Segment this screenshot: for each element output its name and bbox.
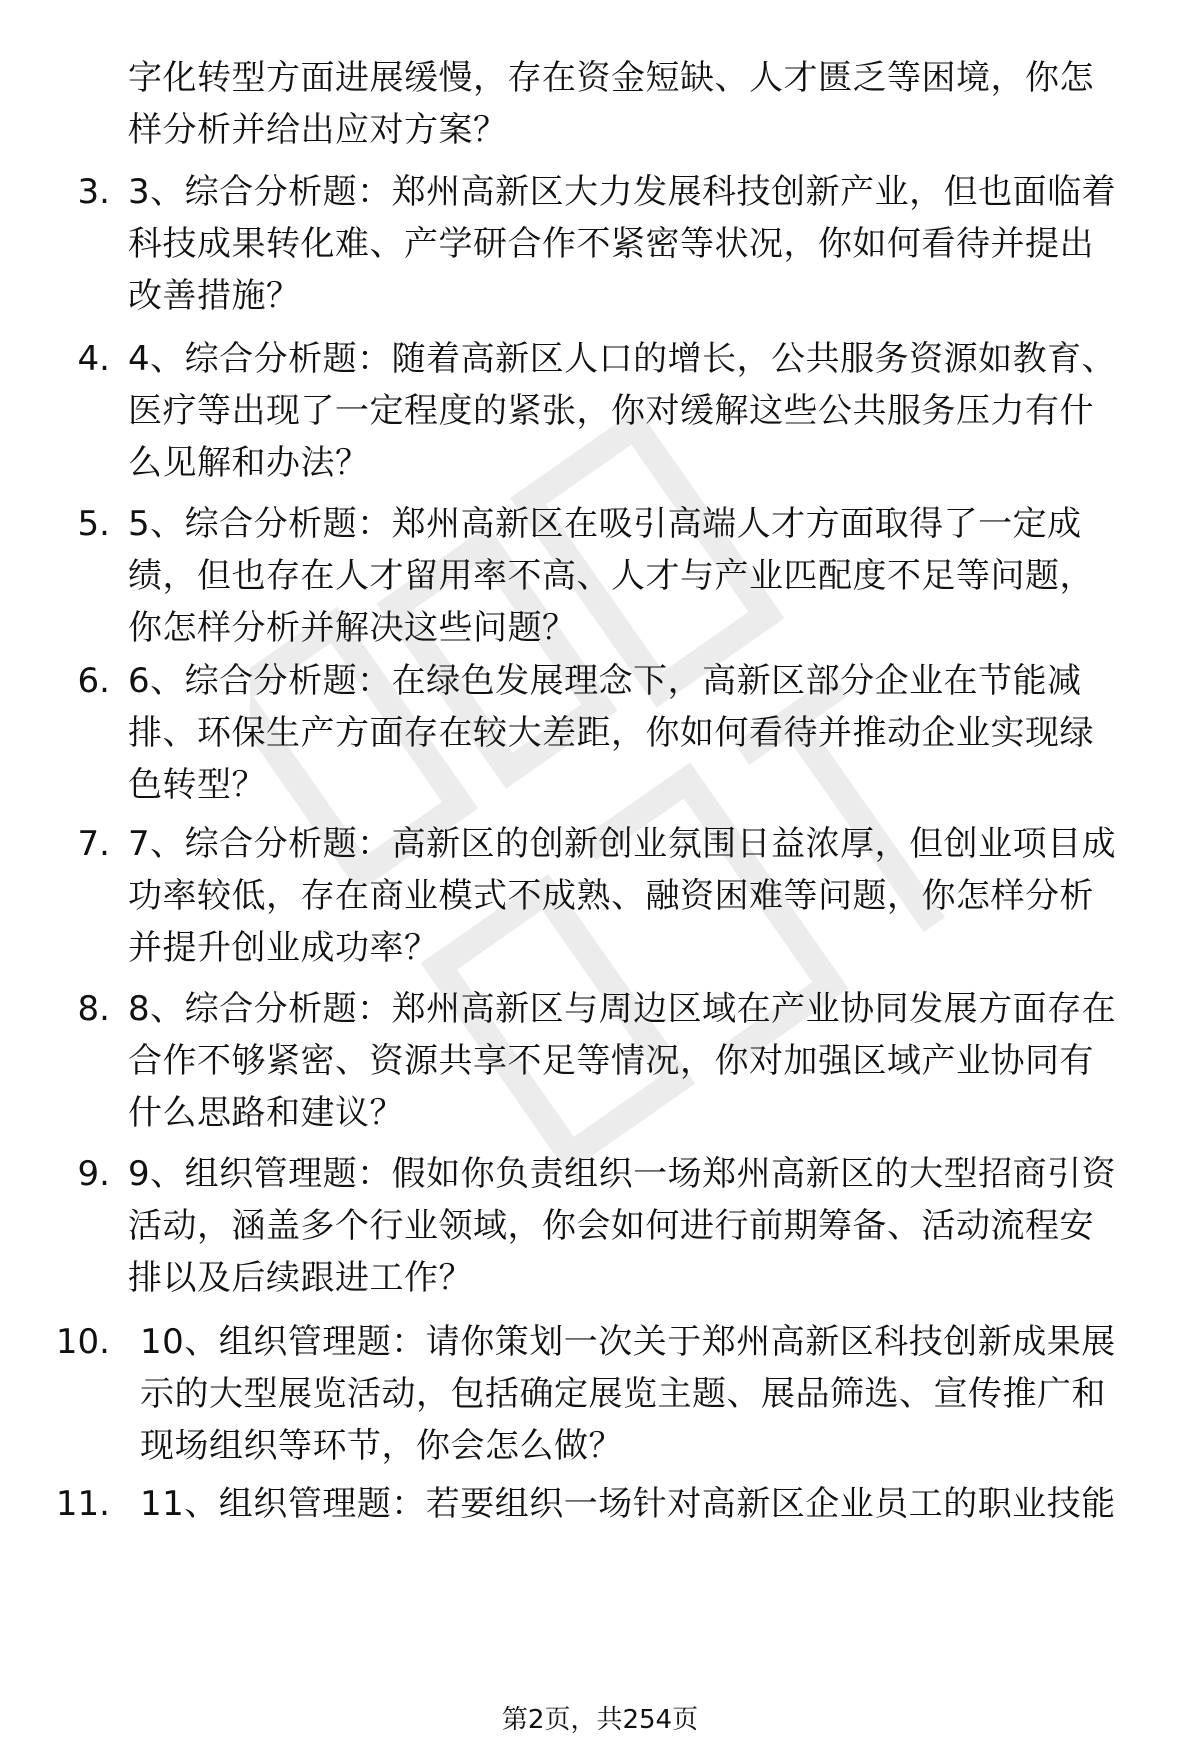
item-text: 11、组织管理题：若要组织一场针对高新区企业员工的职业技能 [140,1484,1116,1524]
page-number-footer: 第2页，共254页 [501,1705,699,1735]
item-number: 5. [77,504,110,544]
item-number: 11. [55,1484,110,1524]
item-text: 10、组织管理题：请你策划一次关于郑州高新区科技创新成果展 示的大型展览活动，包括确定展览主题、展品筛选、宣传推广和 现场组织等环节，你会怎么做？ [140,1322,1116,1466]
item-text: 4、综合分析题：随着高新区人口的增长，公共服务资源如教育、 医疗等出现了一定程度的紧张，你对缓解这些公共服务压力有什 么见解和办法？ [128,339,1117,483]
item-text: 8、综合分析题：郑州高新区与周边区域在产业协同发展方面存在 合作不够紧密、资源共享不足等情况，你对加强区域产业协同有 什么思路和建议？ [128,989,1117,1133]
item-text: 7、综合分析题：高新区的创新创业氛围日益浓厚，但创业项目成 功率较低，存在商业模式不成熟、融资困难等问题，你怎样分析 并提升创业成功率？ [128,824,1117,968]
item-text: 3、综合分析题：郑州高新区大力发展科技创新产业，但也面临着 科技成果转化难、产学研合作不紧密等状况，你如何看待并提出 改善措施？ [128,172,1117,316]
continuation-text: 字化转型方面进展缓慢，存在资金短缺、人才匮乏等困境，你怎 样分析并给出应对方案？ [128,58,1094,150]
item-number: 8. [77,989,110,1029]
item-number: 4. [77,339,110,379]
item-text: 9、组织管理题：假如你负责组织一场郑州高新区的大型招商引资 活动，涵盖多个行业领域，你会如何进行前期筹备、活动流程安 排以及后续跟进工作？ [128,1154,1117,1298]
item-number: 10. [55,1322,110,1362]
item-number: 3. [77,172,110,212]
item-number: 9. [77,1154,110,1194]
item-text: 5、综合分析题：郑州高新区在吸引高端人才方面取得了一定成 绩，但也存在人才留用率不高、人才与产业匹配度不足等问题， 你怎样分析并解决这些问题？ [128,504,1094,648]
item-text: 6、综合分析题：在绿色发展理念下，高新区部分企业在节能减 排、环保生产方面存在较大差距，你如何看待并推动企业实现绿 色转型？ [128,661,1094,805]
item-number: 6. [77,661,110,701]
item-number: 7. [77,824,110,864]
